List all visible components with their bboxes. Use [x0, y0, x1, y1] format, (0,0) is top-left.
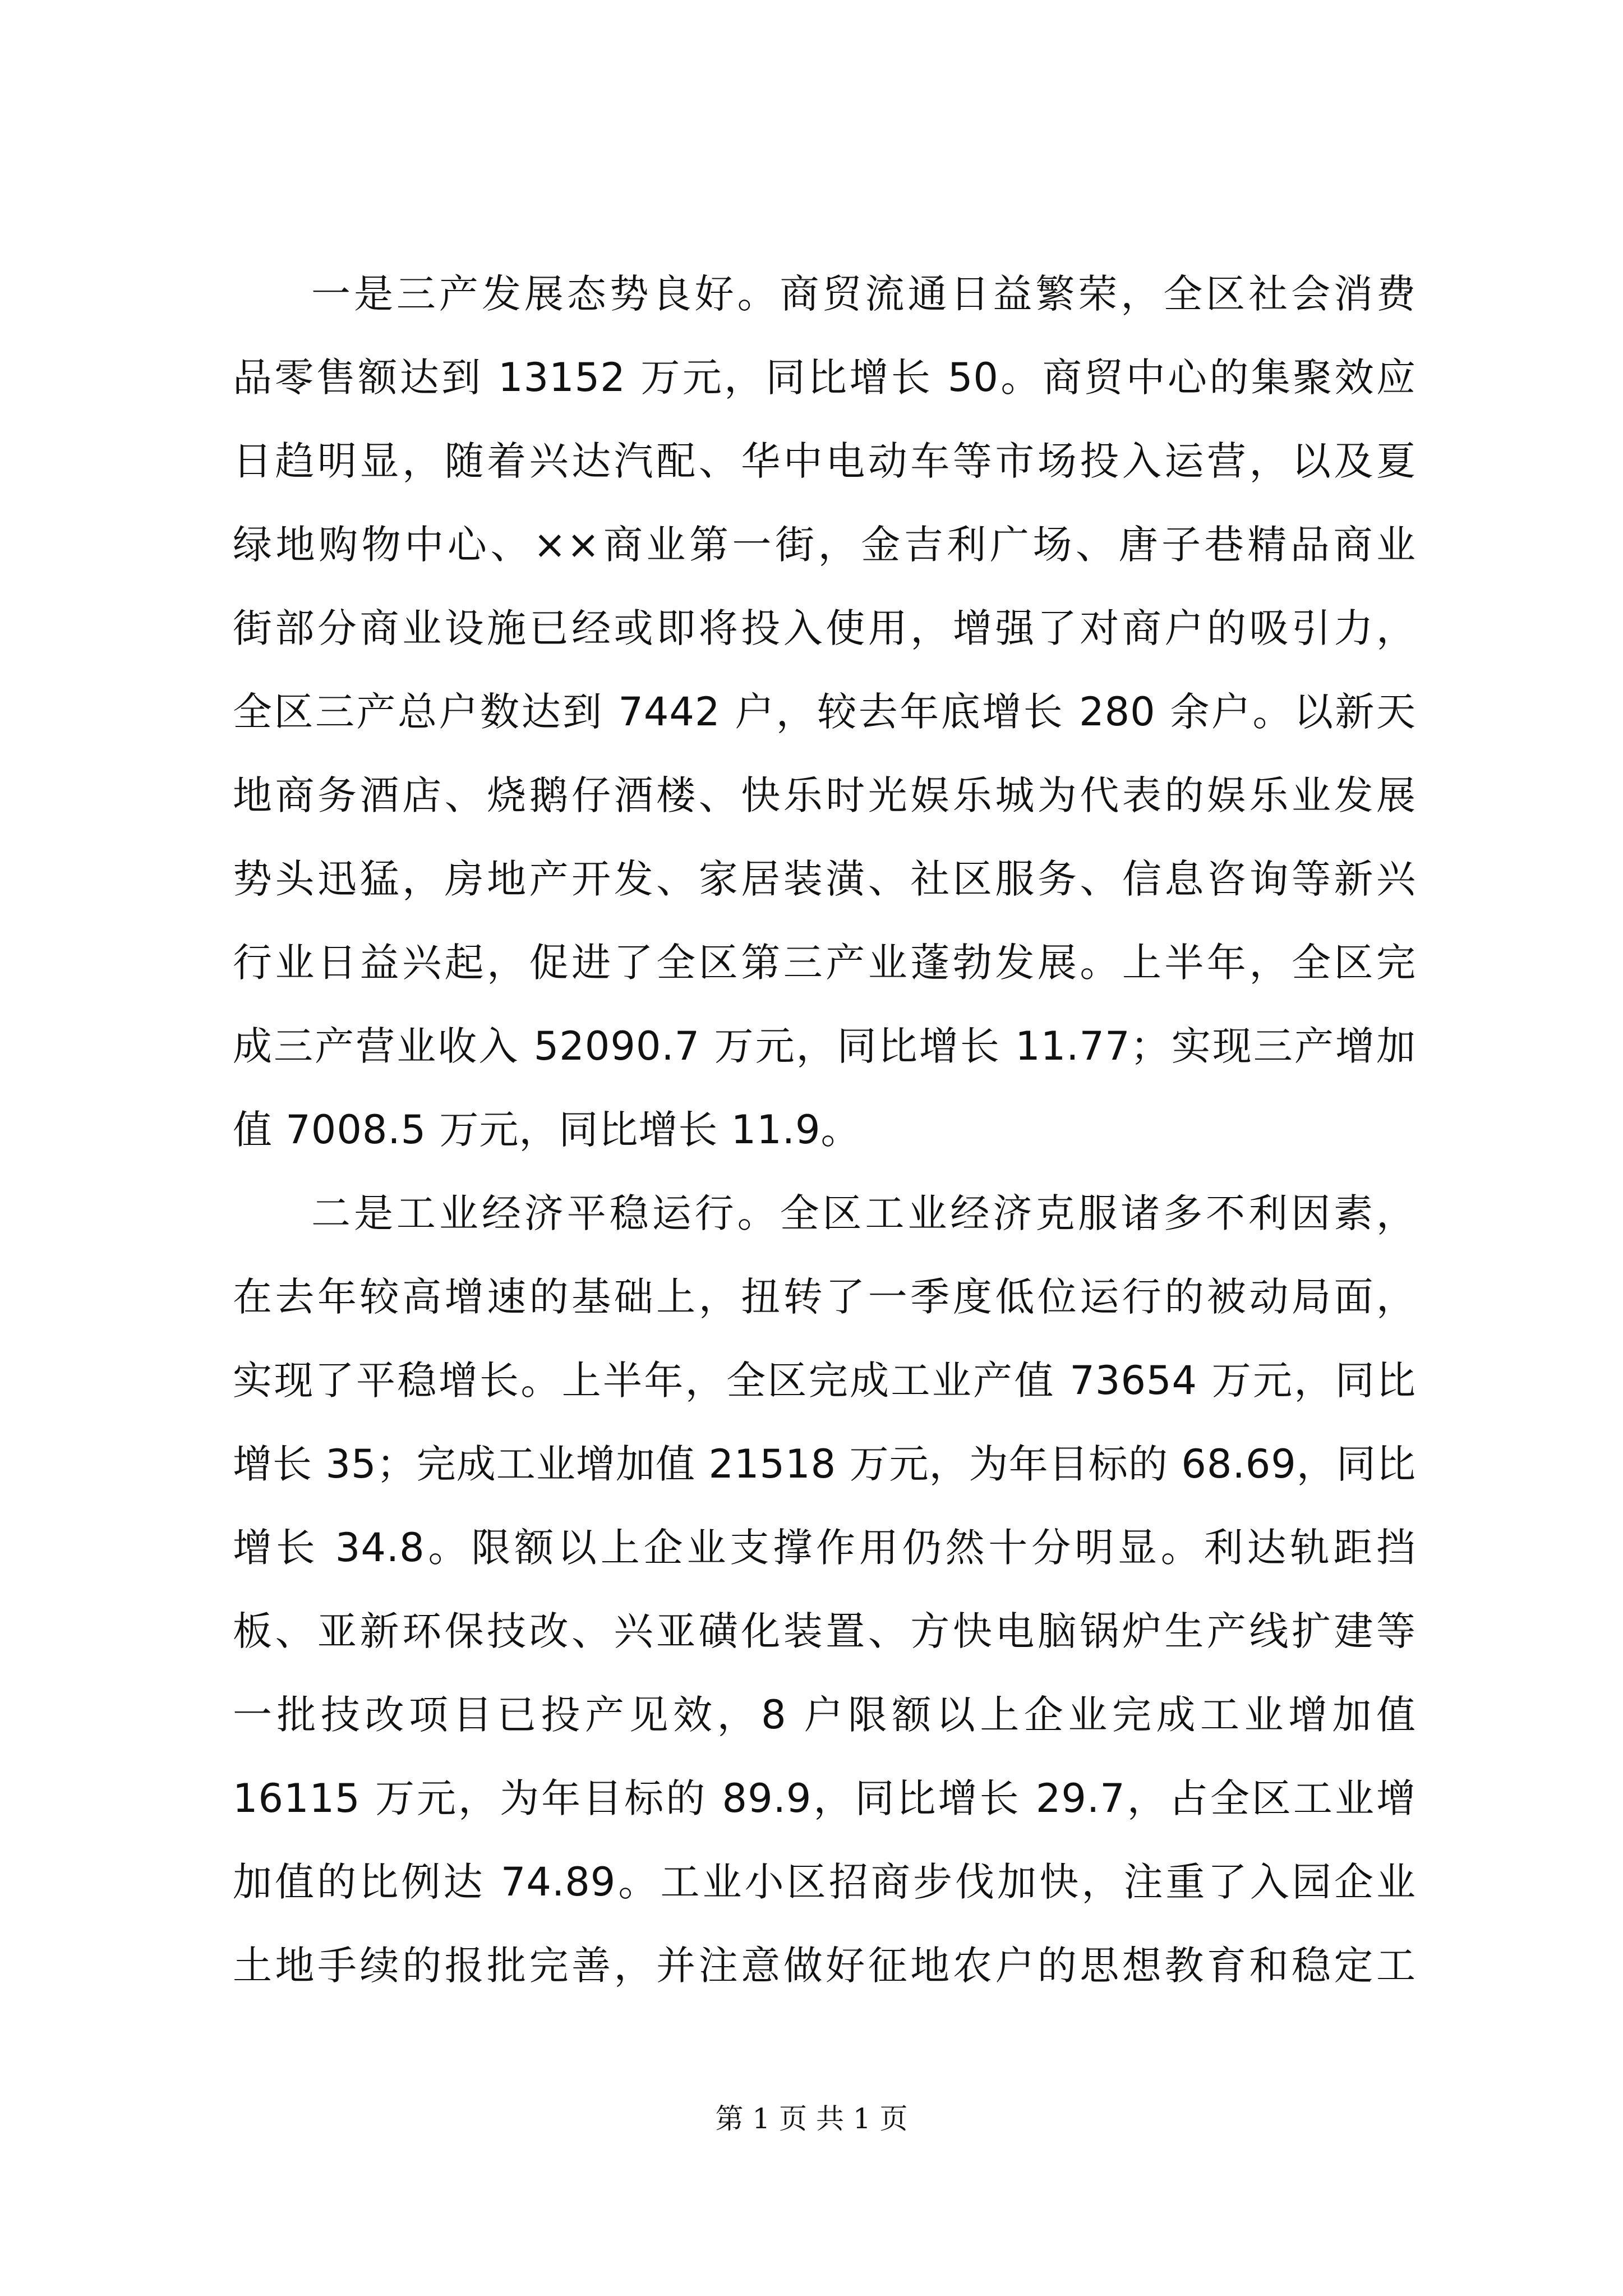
paragraph-1-line: 街部分商业设施已经或即将投入使用，增强了对商户的吸引力，: [233, 605, 1416, 651]
paragraph-1-line: 行业日益兴起，促进了全区第三产业蓬勃发展。上半年，全区完: [233, 940, 1416, 986]
paragraph-2-line: 土地手续的报批完善，并注意做好征地农户的思想教育和稳定工: [233, 1943, 1416, 1989]
document-body: [233, 252, 1416, 2008]
paragraph-2-line: 增长 34.8。限额以上企业支撑作用仍然十分明显。利达轨距挡: [233, 1525, 1416, 1571]
page-number-footer: 第 1 页 共 1 页: [715, 2102, 908, 2135]
paragraph-2-line: 二是工业经济平稳运行。全区工业经济克服诸多不利因素，: [311, 1190, 1416, 1236]
paragraph-1-line: 一是三产发展态势良好。商贸流通日益繁荣，全区社会消费: [311, 271, 1416, 317]
paragraph-1-line: 日趋明显，随着兴达汽配、华中电动车等市场投入运营，以及夏: [233, 438, 1416, 484]
paragraph-1-line: 绿地购物中心、××商业第一街，金吉利广场、唐子巷精品商业: [233, 522, 1416, 568]
paragraph-2-line: 在去年较高增速的基础上，扭转了一季度低位运行的被动局面，: [233, 1274, 1416, 1320]
paragraph-1-line: 地商务酒店、烧鹅仔酒楼、快乐时光娱乐城为代表的娱乐业发展: [233, 772, 1416, 818]
paragraph-1-line: 品零售额达到 13152 万元，同比增长 50。商贸中心的集聚效应: [233, 355, 1416, 401]
paragraph-1-line: 成三产营业收入 52090.7 万元，同比增长 11.77；实现三产增加: [233, 1023, 1416, 1069]
paragraph-2-line: 增长 35；完成工业增加值 21518 万元，为年目标的 68.69，同比: [233, 1441, 1416, 1487]
paragraph-1-line: 值 7008.5 万元，同比增长 11.9。: [233, 1107, 861, 1153]
paragraph-2-line: 加值的比例达 74.89。工业小区招商步伐加快，注重了入园企业: [233, 1859, 1416, 1905]
paragraph-2-line: 16115 万元，为年目标的 89.9，同比增长 29.7，占全区工业增: [233, 1775, 1416, 1821]
paragraph-1-line: 势头迅猛，房地产开发、家居装潢、社区服务、信息咨询等新兴: [233, 856, 1416, 902]
paragraph-1-line: 全区三产总户数达到 7442 户，较去年底增长 280 余户。以新天: [233, 689, 1416, 735]
paragraph-2-line: 一批技改项目已投产见效，8 户限额以上企业完成工业增加值: [233, 1692, 1416, 1738]
paragraph-2-line: 板、亚新环保技改、兴亚磺化装置、方快电脑锅炉生产线扩建等: [233, 1608, 1416, 1654]
paragraph-2-line: 实现了平稳增长。上半年，全区完成工业产值 73654 万元，同比: [233, 1358, 1416, 1404]
